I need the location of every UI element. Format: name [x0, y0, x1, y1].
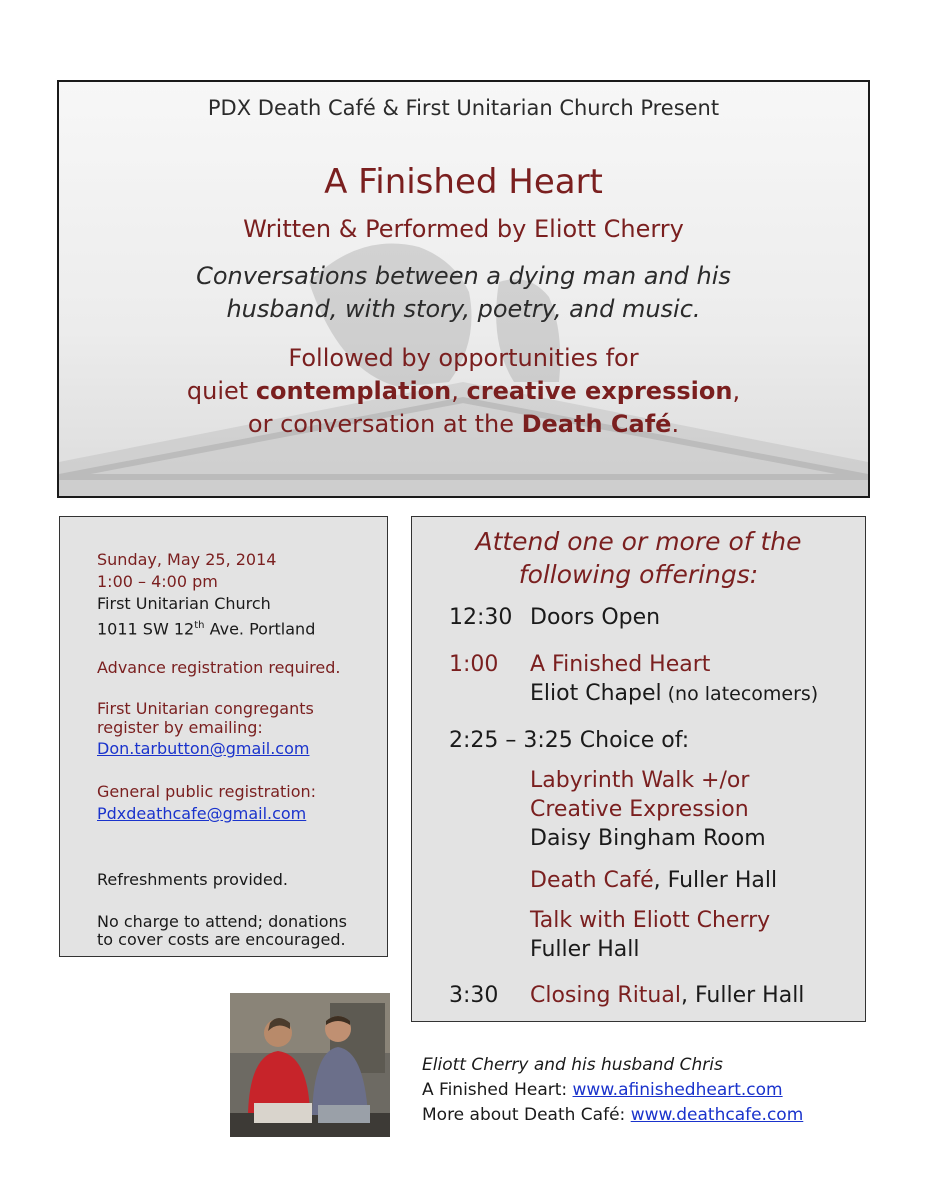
- advance-registration-note: Advance registration required.: [97, 658, 341, 677]
- show-time: 1:00: [449, 652, 499, 677]
- doors-label: Doors Open: [530, 605, 661, 630]
- heart-link-label: A Finished Heart:: [422, 1080, 573, 1100]
- deathcafe-website-link[interactable]: www.deathcafe.com: [630, 1105, 804, 1125]
- description-line: Conversations between a dying man and his: [196, 262, 731, 290]
- show-note: (no latecomers): [661, 683, 819, 705]
- closing-time: 3:30: [449, 983, 499, 1008]
- congregant-email-link[interactable]: Don.tarbutton@gmail.com: [97, 739, 310, 758]
- refreshments-note: Refreshments provided.: [97, 870, 289, 889]
- venue-name: First Unitarian Church: [97, 594, 271, 613]
- event-description: [59, 260, 868, 326]
- show-place: Eliot Chapel: [530, 681, 662, 706]
- cafe-item: [530, 866, 777, 895]
- couple-photo: [230, 993, 390, 1137]
- schedule-heading: [412, 525, 865, 591]
- cafe-place: , Fuller Hall: [653, 868, 778, 893]
- talk-title: Talk with Eliott Cherry: [530, 908, 771, 933]
- event-title: A Finished Heart: [324, 162, 603, 202]
- talk-item: [530, 906, 770, 964]
- follow-emphasis: contemplation: [255, 377, 452, 405]
- description-line: husband, with story, poetry, and music.: [226, 295, 701, 323]
- couple-photo-image: [230, 993, 390, 1137]
- show-title: A Finished Heart: [530, 652, 711, 677]
- address-text: 1011 SW 12: [97, 619, 195, 639]
- show-location: [530, 679, 818, 709]
- heart-link-line: [422, 1078, 803, 1103]
- labyrinth-item: [530, 766, 766, 853]
- follow-up-text: [59, 342, 868, 441]
- event-subtitle: Written & Performed by Eliott Cherry: [243, 215, 684, 243]
- event-datetime: [97, 549, 276, 593]
- labyrinth-place: Daisy Bingham Room: [530, 826, 766, 851]
- presenter-line: PDX Death Café & First Unitarian Church Present: [207, 96, 720, 120]
- follow-text: .: [671, 410, 680, 438]
- closing-place: , Fuller Hall: [680, 983, 805, 1008]
- follow-text: ,: [732, 377, 741, 405]
- follow-line: Followed by opportunities for: [288, 344, 639, 372]
- choice-time: 2:25 – 3:25 Choice of:: [449, 728, 690, 753]
- doors-time: 12:30: [449, 605, 513, 630]
- public-registration: [97, 781, 316, 825]
- public-email-link[interactable]: Pdxdeathcafe@gmail.com: [97, 804, 307, 823]
- follow-emphasis: Death Café: [521, 410, 672, 438]
- talk-place: Fuller Hall: [530, 937, 640, 962]
- event-info-box: [59, 516, 388, 957]
- follow-line: [59, 408, 868, 441]
- event-date: Sunday, May 25, 2014: [97, 550, 277, 569]
- follow-emphasis: creative expression: [466, 377, 733, 405]
- public-label: General public registration:: [97, 782, 317, 801]
- cafe-link-line: [422, 1103, 803, 1128]
- labyrinth-title: Creative Expression: [530, 797, 749, 822]
- show-item: [530, 650, 818, 709]
- cafe-title: Death Café: [530, 868, 654, 893]
- heading-line: following offerings:: [518, 560, 759, 589]
- event-banner: [57, 80, 870, 498]
- charge-line: No charge to attend; donations: [97, 912, 347, 931]
- follow-text: ,: [451, 377, 467, 405]
- address-superscript: th: [194, 620, 205, 631]
- address-text: Ave. Portland: [204, 619, 316, 639]
- venue-address: [97, 615, 315, 640]
- schedule-box: [411, 516, 866, 1022]
- photo-caption-block: [422, 1053, 803, 1128]
- heading-line: Attend one or more of the: [475, 527, 802, 556]
- labyrinth-title: Labyrinth Walk +/or: [530, 768, 750, 793]
- congregant-label: First Unitarian congregants: [97, 699, 314, 718]
- closing-title: Closing Ritual: [530, 983, 681, 1008]
- heart-website-link[interactable]: www.afinishedheart.com: [572, 1080, 783, 1100]
- charge-note: [97, 913, 347, 949]
- congregant-label: register by emailing:: [97, 718, 263, 737]
- congregant-registration: [97, 699, 314, 758]
- follow-line: [59, 375, 868, 408]
- charge-line: to cover costs are encouraged.: [97, 930, 346, 949]
- follow-text: quiet: [186, 377, 256, 405]
- follow-text: or conversation at the: [247, 410, 522, 438]
- closing-item: [530, 981, 804, 1010]
- event-time: 1:00 – 4:00 pm: [97, 572, 218, 591]
- event-location: [97, 593, 315, 640]
- cafe-link-label: More about Death Café:: [422, 1105, 631, 1125]
- photo-caption: Eliott Cherry and his husband Chris: [422, 1055, 723, 1075]
